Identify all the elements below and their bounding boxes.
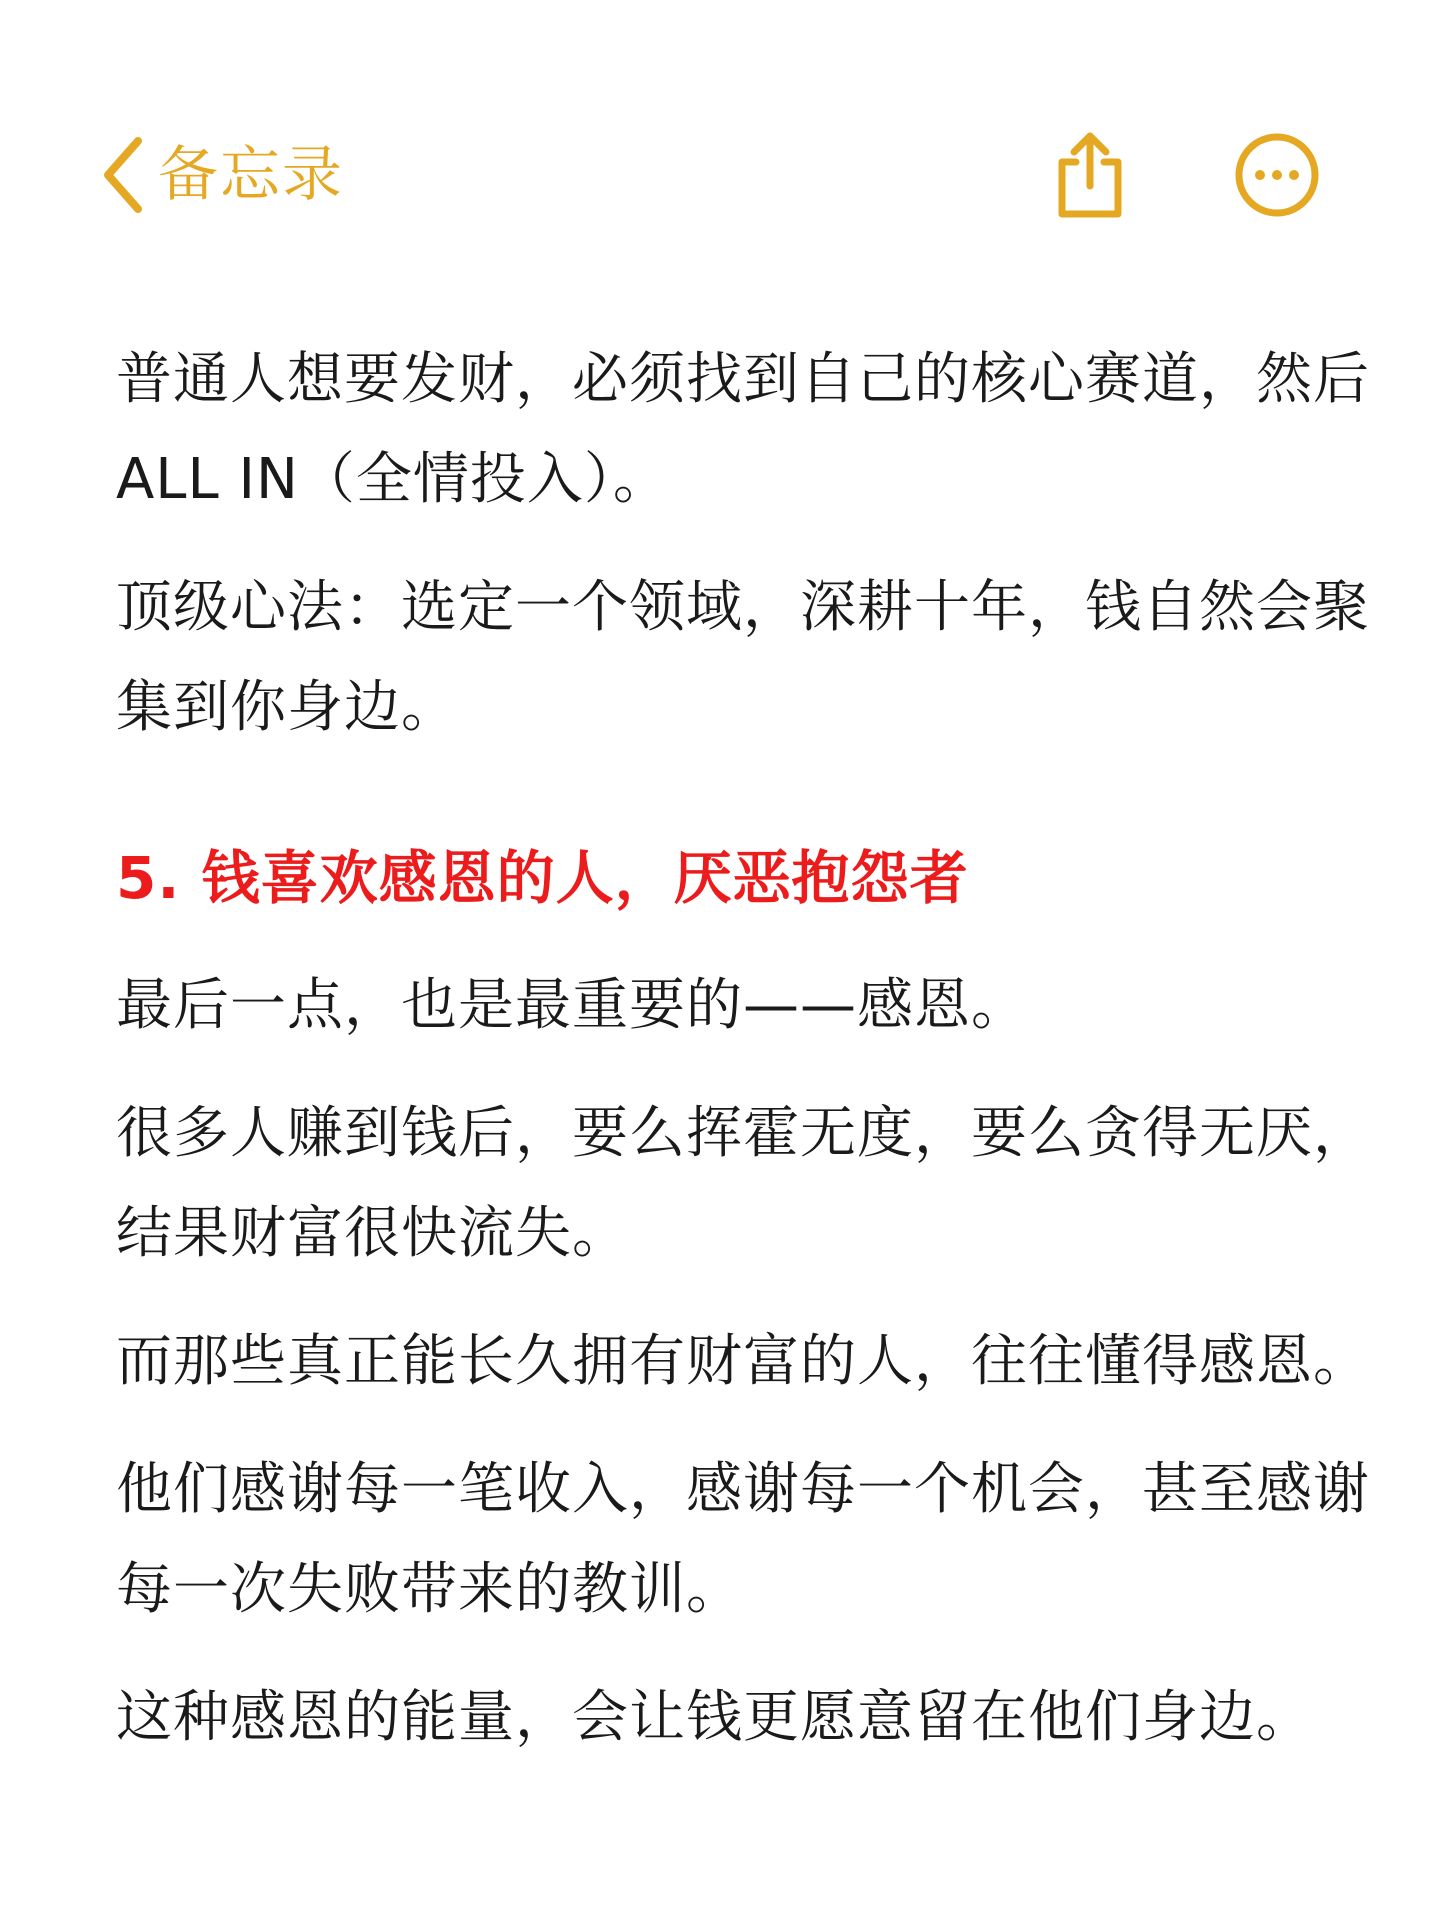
note-paragraph: 他们感谢每一笔收入，感谢每一个机会，甚至感谢每一次失败带来的教训。	[116, 1457, 1370, 1622]
chevron-left-icon	[100, 135, 144, 215]
note-paragraph: 最后一点，也是最重要的——感恩。	[116, 973, 1028, 1038]
back-button[interactable]	[100, 130, 344, 220]
share-icon	[1050, 205, 1130, 224]
back-label: 备忘录	[158, 140, 344, 210]
section-heading: 5. 钱喜欢感恩的人，厌恶抱怨者	[116, 844, 969, 912]
note-paragraph: 这种感恩的能量，会让钱更愿意留在他们身边。	[116, 1685, 1313, 1750]
note-paragraph: 顶级心法：选定一个领域，深耕十年，钱自然会聚集到你身边。	[116, 575, 1370, 740]
note-paragraph: 普通人想要发财，必须找到自己的核心赛道，然后ALL IN（全情投入）。	[116, 347, 1370, 512]
navigation-bar	[0, 120, 1440, 230]
note-body[interactable]	[116, 330, 1406, 1796]
note-paragraph: 而那些真正能长久拥有财富的人，往往懂得感恩。	[116, 1329, 1370, 1394]
share-button[interactable]	[1050, 130, 1130, 220]
more-ellipsis-icon	[1232, 205, 1322, 224]
more-button[interactable]	[1232, 130, 1322, 220]
note-paragraph: 很多人赚到钱后，要么挥霍无度，要么贪得无厌，结果财富很快流失。	[116, 1101, 1370, 1266]
